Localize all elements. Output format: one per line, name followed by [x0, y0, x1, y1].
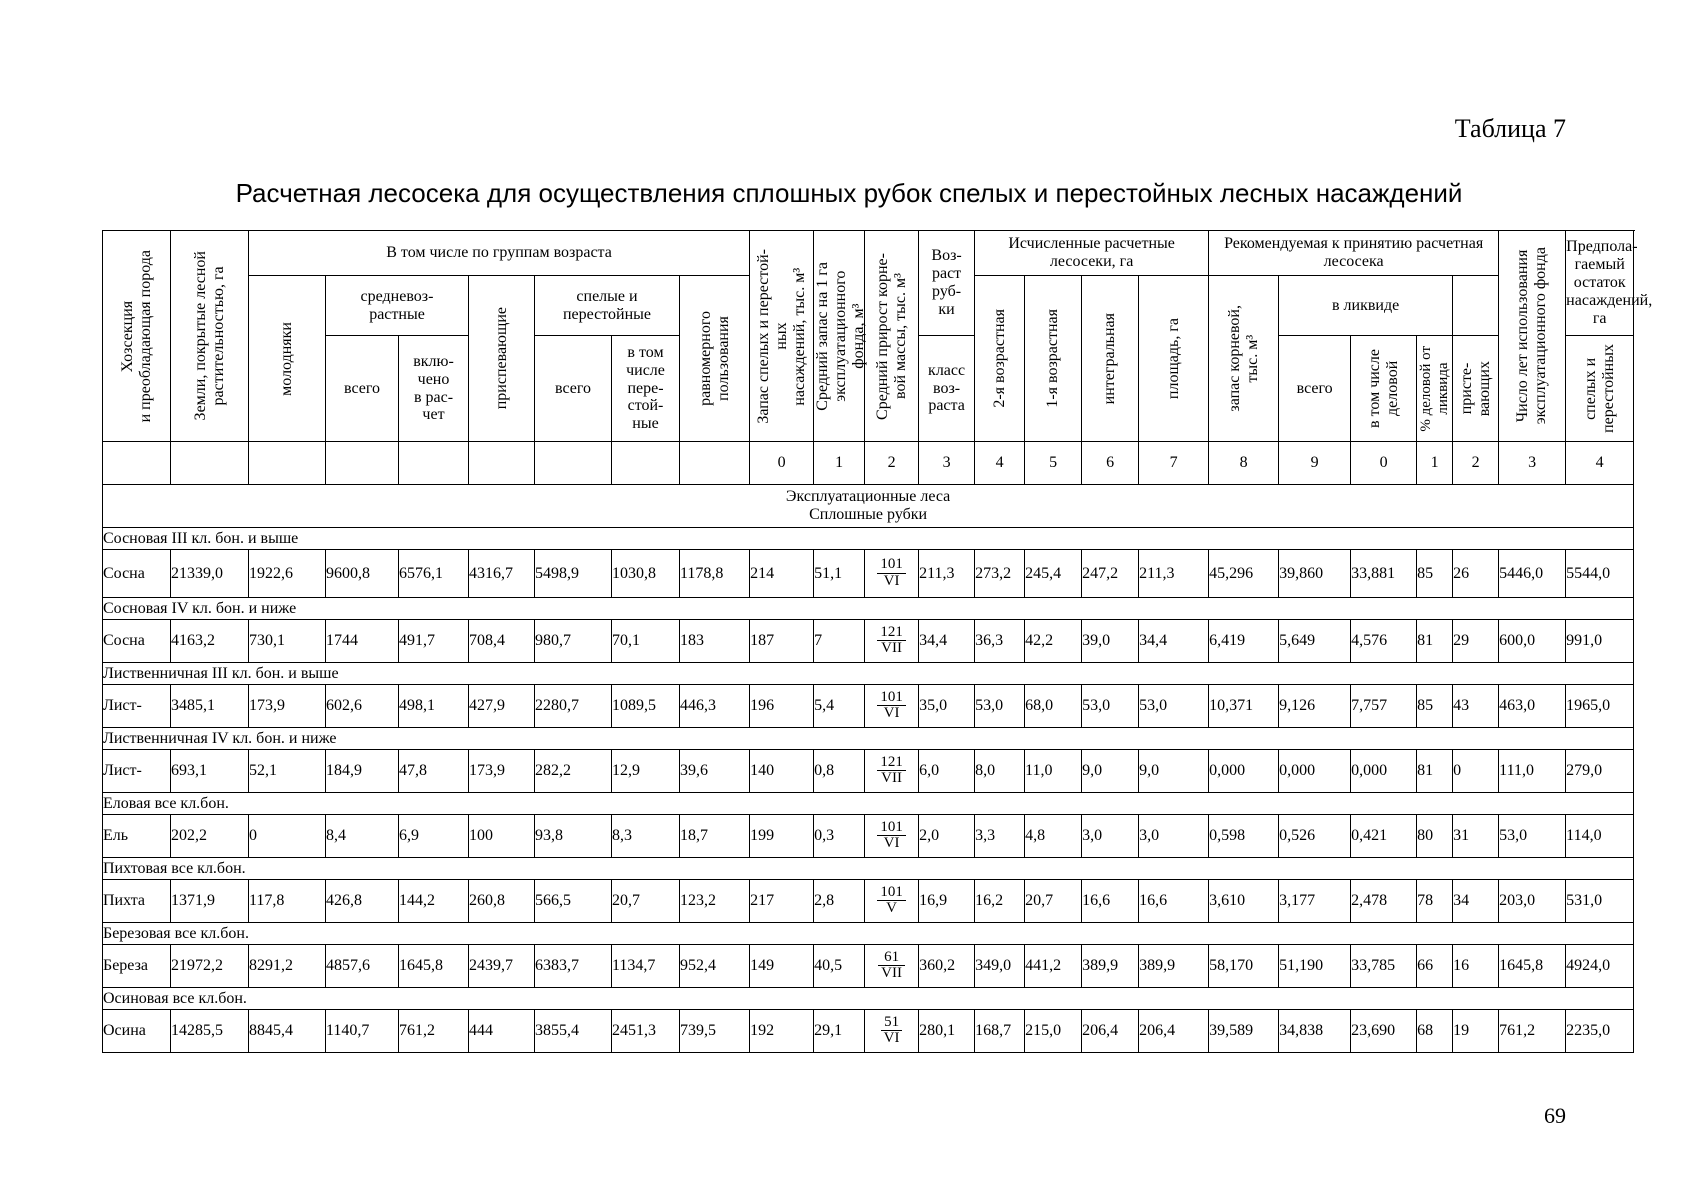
column-number: 5 [1025, 442, 1082, 485]
table-cell: 8845,4 [249, 1010, 326, 1053]
table-cell: 5,4 [814, 685, 865, 728]
table-cell: 739,5 [680, 1010, 750, 1053]
table-cell: 446,3 [680, 685, 750, 728]
table-cell: 531,0 [1566, 880, 1634, 923]
table-cell: 70,1 [612, 620, 680, 663]
age-class-value: VII [881, 770, 902, 787]
table-cell: 21972,2 [171, 945, 249, 988]
table-cell: 34,838 [1279, 1010, 1351, 1053]
table-cell: 247,2 [1082, 550, 1139, 598]
table-cell: 39,860 [1279, 550, 1351, 598]
column-number: 6 [1082, 442, 1139, 485]
table-cell: 0,3 [814, 815, 865, 858]
table-cell: 1922,6 [249, 550, 326, 598]
table-cell: 7 [814, 620, 865, 663]
age-fraction [881, 1015, 903, 1048]
table-cell: 4316,7 [469, 550, 535, 598]
column-number: 4 [1566, 442, 1634, 485]
table-cell: 3855,4 [535, 1010, 612, 1053]
table-cell: 33,785 [1351, 945, 1417, 988]
table-cell: 1140,7 [326, 1010, 399, 1053]
table-cell: 114,0 [1566, 815, 1634, 858]
group-title-row [103, 858, 1634, 880]
cut-age-value: 101 [877, 557, 906, 574]
table-cell: 1134,7 [612, 945, 680, 988]
table-cell: 117,8 [249, 880, 326, 923]
table-cell: 144,2 [399, 880, 469, 923]
header-age-class: класс воз- раста [919, 336, 975, 442]
table-row [103, 1010, 1634, 1053]
table-cell: 81 [1417, 620, 1453, 663]
table-cell: 11,0 [1025, 750, 1082, 793]
table-cell: 18,7 [680, 815, 750, 858]
cut-age-value: 51 [881, 1015, 903, 1032]
cut-age-cell [865, 685, 919, 728]
table-cell: 16,6 [1139, 880, 1209, 923]
table-cell: 149 [750, 945, 814, 988]
table-cell: 20,7 [612, 880, 680, 923]
table-cell: 282,2 [535, 750, 612, 793]
header-integral: интегральная [1082, 276, 1139, 442]
table-cell: 66 [1417, 945, 1453, 988]
header-remainder: Предпола- гаемый остаток насаждений, га [1566, 231, 1634, 336]
table-cell: 196 [750, 685, 814, 728]
column-number: 3 [1499, 442, 1566, 485]
group-title: Лиственничная III кл. бон. и выше [103, 663, 1634, 685]
age-fraction [877, 755, 906, 788]
species-cell: Лист- [103, 685, 171, 728]
group-title: Березовая все кл.бон. [103, 923, 1634, 945]
table-cell: 444 [469, 1010, 535, 1053]
table-cell: 441,2 [1025, 945, 1082, 988]
header-mature: спелые и перестойные [535, 276, 680, 336]
column-number: 3 [919, 442, 975, 485]
table-cell: 1645,8 [399, 945, 469, 988]
table-cell: 3485,1 [171, 685, 249, 728]
table-cell: 426,8 [326, 880, 399, 923]
column-number: 1 [814, 442, 865, 485]
table-cell: 5498,9 [535, 550, 612, 598]
header-maturing: приспевающие [469, 276, 535, 442]
column-numbers-row [103, 442, 1634, 485]
table-cell: 1371,9 [171, 880, 249, 923]
species-cell: Пихта [103, 880, 171, 923]
table-cell: 53,0 [975, 685, 1025, 728]
table-cell: 19 [1453, 1010, 1499, 1053]
table-cell: 12,9 [612, 750, 680, 793]
header-avg-growth: Средний прирост корне- вой массы, тыс. м³ [865, 231, 919, 442]
table-cell: 498,1 [399, 685, 469, 728]
header-mature-total: всего [535, 336, 612, 442]
table-cell: 1744 [326, 620, 399, 663]
table-cell: 730,1 [249, 620, 326, 663]
table-cell: 6,0 [919, 750, 975, 793]
table-cell: 6,9 [399, 815, 469, 858]
table-cell: 9,126 [1279, 685, 1351, 728]
header-liquid-business: в том числе деловой [1351, 336, 1417, 442]
table-cell: 40,5 [814, 945, 865, 988]
table-cell: 34,4 [919, 620, 975, 663]
age-class-value: VI [883, 1030, 900, 1047]
species-cell: Сосна [103, 550, 171, 598]
table-row [103, 685, 1634, 728]
table-row [103, 880, 1634, 923]
species-cell: Сосна [103, 620, 171, 663]
table-cell: 14285,5 [171, 1010, 249, 1053]
column-number: 1 [1417, 442, 1453, 485]
header-hozsection: Хозсекция и преобладающая порода [103, 231, 171, 442]
table-cell: 39,0 [1082, 620, 1139, 663]
table-cell: 2235,0 [1566, 1010, 1634, 1053]
table-cell: 39,589 [1209, 1010, 1279, 1053]
table-cell: 389,9 [1139, 945, 1209, 988]
table-cell: 2,8 [814, 880, 865, 923]
table-cell: 600,0 [1499, 620, 1566, 663]
table-cell: 8,4 [326, 815, 399, 858]
species-cell: Ель [103, 815, 171, 858]
group-title: Сосновая IV кл. бон. и ниже [103, 598, 1634, 620]
table-cell: 68 [1417, 1010, 1453, 1053]
table-cell: 761,2 [1499, 1010, 1566, 1053]
table-cell: 206,4 [1139, 1010, 1209, 1053]
table-cell: 52,1 [249, 750, 326, 793]
group-title: Сосновая III кл. бон. и выше [103, 528, 1634, 550]
table-cell: 16,6 [1082, 880, 1139, 923]
table-cell: 29 [1453, 620, 1499, 663]
table-cell: 16 [1453, 945, 1499, 988]
section-title: Эксплуатационные леса Сплошные рубки [103, 485, 1634, 528]
table-cell: 463,0 [1499, 685, 1566, 728]
group-title-row [103, 598, 1634, 620]
table-cell: 173,9 [469, 750, 535, 793]
group-title-row [103, 923, 1634, 945]
cut-age-cell [865, 815, 919, 858]
table-cell: 43 [1453, 685, 1499, 728]
header-second-age: 2-я возрастная [975, 276, 1025, 442]
group-title: Пихтовая все кл.бон. [103, 858, 1634, 880]
table-cell: 9,0 [1139, 750, 1209, 793]
header-even: равномерного пользования [680, 276, 750, 442]
cut-age-value: 121 [877, 755, 906, 772]
table-cell: 215,0 [1025, 1010, 1082, 1053]
age-fraction [877, 557, 906, 590]
cut-age-value: 61 [878, 950, 905, 967]
table-cell: 39,6 [680, 750, 750, 793]
page-number: 69 [1544, 1103, 1566, 1128]
header-first-age: 1-я возрастная [1025, 276, 1082, 442]
header-recommended: Рекомендуемая к принятию расчетная лесосека [1209, 231, 1499, 276]
table-cell: 0,598 [1209, 815, 1279, 858]
table-cell: 9,0 [1082, 750, 1139, 793]
table-cell: 51,1 [814, 550, 865, 598]
age-class-value: V [886, 900, 897, 917]
table-row [103, 945, 1634, 988]
table-cell: 10,371 [1209, 685, 1279, 728]
table-cell: 33,881 [1351, 550, 1417, 598]
table-label: Таблица 7 [1454, 114, 1566, 143]
table-cell: 2439,7 [469, 945, 535, 988]
table-cell: 187 [750, 620, 814, 663]
table-cell: 47,8 [399, 750, 469, 793]
table-cell: 1965,0 [1566, 685, 1634, 728]
header-liquid: в ликвиде [1279, 276, 1453, 336]
table-cell: 51,190 [1279, 945, 1351, 988]
column-number: 8 [1209, 442, 1279, 485]
table-cell: 5544,0 [1566, 550, 1634, 598]
table-cell: 2451,3 [612, 1010, 680, 1053]
table-cell: 214 [750, 550, 814, 598]
page-title: Расчетная лесосека для осуществления сплошных рубок спелых и перестойных лесных насаждений [235, 178, 1463, 208]
table-cell: 53,0 [1139, 685, 1209, 728]
table-cell: 4924,0 [1566, 945, 1634, 988]
column-number: 2 [865, 442, 919, 485]
table-cell: 0 [249, 815, 326, 858]
age-class-value: VI [883, 572, 900, 589]
age-fraction [877, 625, 906, 658]
column-number: 2 [1453, 442, 1499, 485]
table-cell: 5,649 [1279, 620, 1351, 663]
header-stock: Запас спелых и перестой- ных насаждений, тыс. м³ [750, 231, 814, 442]
table-cell: 123,2 [680, 880, 750, 923]
age-class-value: VII [881, 640, 902, 657]
cut-age-cell [865, 550, 919, 598]
table-cell: 3,0 [1082, 815, 1139, 858]
table-cell: 140 [750, 750, 814, 793]
table-cell: 349,0 [975, 945, 1025, 988]
table-cell: 952,4 [680, 945, 750, 988]
table-cell: 1089,5 [612, 685, 680, 728]
table-cell: 217 [750, 880, 814, 923]
table-cell: 78 [1417, 880, 1453, 923]
table-cell: 202,2 [171, 815, 249, 858]
table-cell: 211,3 [1139, 550, 1209, 598]
table-cell: 6,419 [1209, 620, 1279, 663]
table-cell: 68,0 [1025, 685, 1082, 728]
group-title: Еловая все кл.бон. [103, 793, 1634, 815]
group-title: Осиновая все кл.бон. [103, 988, 1634, 1010]
table-cell: 4,576 [1351, 620, 1417, 663]
header-liquid-total: всего [1279, 336, 1351, 442]
table-cell: 173,9 [249, 685, 326, 728]
header-middle: средневоз- растные [326, 276, 469, 336]
table-cell: 761,2 [399, 1010, 469, 1053]
species-cell: Лист- [103, 750, 171, 793]
header-mature-over: в том числе пере- стой- ные [612, 336, 680, 442]
species-cell: Осина [103, 1010, 171, 1053]
age-class-value: VII [881, 965, 902, 982]
cut-age-cell [865, 880, 919, 923]
table-cell: 991,0 [1566, 620, 1634, 663]
age-class-value: VI [883, 835, 900, 852]
cut-age-value: 101 [877, 885, 906, 902]
table-cell: 21339,0 [171, 550, 249, 598]
table-cell: 0 [1453, 750, 1499, 793]
age-class-value: VI [883, 705, 900, 722]
cut-age-cell [865, 620, 919, 663]
table-cell: 9600,8 [326, 550, 399, 598]
table-cell: 5446,0 [1499, 550, 1566, 598]
header-avg-stock: Средний запас на 1 га эксплуатационного фонда, м³ [814, 231, 865, 442]
table-cell: 211,3 [919, 550, 975, 598]
table-cell: 3,177 [1279, 880, 1351, 923]
group-title-row [103, 663, 1634, 685]
table-cell: 16,9 [919, 880, 975, 923]
header-liquid-pct: % деловой от ликвида [1417, 336, 1453, 442]
table-cell: 23,690 [1351, 1010, 1417, 1053]
table-cell: 0,000 [1279, 750, 1351, 793]
table-row [103, 550, 1634, 598]
header-years: Число лет использования эксплуатационного фонда [1499, 231, 1566, 442]
table-cell: 58,170 [1209, 945, 1279, 988]
table-cell: 693,1 [171, 750, 249, 793]
cutting-area-table [102, 230, 1653, 1053]
table-cell: 29,1 [814, 1010, 865, 1053]
table-cell: 4163,2 [171, 620, 249, 663]
cut-age-value: 101 [877, 690, 906, 707]
table-cell: 6383,7 [535, 945, 612, 988]
table-cell: 53,0 [1082, 685, 1139, 728]
table-cell: 34,4 [1139, 620, 1209, 663]
header-cut-age: Воз- раст руб- ки [919, 231, 975, 336]
header-rem-mature: спелых и перестойных [1566, 336, 1634, 442]
group-title: Лиственничная IV кл. бон. и ниже [103, 728, 1634, 750]
column-number: 4 [975, 442, 1025, 485]
table-cell: 85 [1417, 685, 1453, 728]
table-cell: 203,0 [1499, 880, 1566, 923]
table-cell: 1178,8 [680, 550, 750, 598]
group-title-row [103, 728, 1634, 750]
table-cell: 4857,6 [326, 945, 399, 988]
table-cell: 4,8 [1025, 815, 1082, 858]
table-cell: 245,4 [1025, 550, 1082, 598]
table-cell: 35,0 [919, 685, 975, 728]
column-number: 9 [1279, 442, 1351, 485]
column-number: 7 [1139, 442, 1209, 485]
age-fraction [877, 690, 906, 723]
table-cell: 1030,8 [612, 550, 680, 598]
header-computed: Исчисленные расчетные лесосеки, га [975, 231, 1209, 276]
table-cell: 3,610 [1209, 880, 1279, 923]
table-cell: 85 [1417, 550, 1453, 598]
table-cell: 26 [1453, 550, 1499, 598]
header-area: площадь, га [1139, 276, 1209, 442]
header-lands: Земли, покрытые лесной растительностью, га [171, 231, 249, 442]
table-cell: 280,1 [919, 1010, 975, 1053]
table-cell: 2,478 [1351, 880, 1417, 923]
table-cell: 602,6 [326, 685, 399, 728]
cut-age-cell [865, 945, 919, 988]
section-row [103, 485, 1634, 528]
table-cell: 81 [1417, 750, 1453, 793]
column-number: 0 [750, 442, 814, 485]
table-cell: 199 [750, 815, 814, 858]
age-fraction [877, 885, 906, 918]
species-cell: Береза [103, 945, 171, 988]
table-cell: 2,0 [919, 815, 975, 858]
table-cell: 7,757 [1351, 685, 1417, 728]
table-cell: 184,9 [326, 750, 399, 793]
table-cell: 3,0 [1139, 815, 1209, 858]
table-cell: 34 [1453, 880, 1499, 923]
cut-age-cell [865, 1010, 919, 1053]
header-rem-maturing: присте- вающих [1453, 336, 1499, 442]
table-cell: 0,421 [1351, 815, 1417, 858]
cut-age-cell [865, 750, 919, 793]
table-cell: 980,7 [535, 620, 612, 663]
table-cell: 192 [750, 1010, 814, 1053]
table-cell: 279,0 [1566, 750, 1634, 793]
table-cell: 491,7 [399, 620, 469, 663]
table-cell: 36,3 [975, 620, 1025, 663]
table-cell: 2280,7 [535, 685, 612, 728]
column-number: 0 [1351, 442, 1417, 485]
header-age-groups: В том числе по группам возраста [249, 231, 750, 276]
table-cell: 111,0 [1499, 750, 1566, 793]
table-cell: 360,2 [919, 945, 975, 988]
table-cell: 1645,8 [1499, 945, 1566, 988]
table-cell: 427,9 [469, 685, 535, 728]
table-row [103, 750, 1634, 793]
table-row [103, 815, 1634, 858]
table-cell: 0,526 [1279, 815, 1351, 858]
table-cell: 3,3 [975, 815, 1025, 858]
table-cell: 273,2 [975, 550, 1025, 598]
table-cell: 80 [1417, 815, 1453, 858]
table-cell: 31 [1453, 815, 1499, 858]
header-middle-incl: вклю- чено в рас- чет [399, 336, 469, 442]
table-cell: 0,8 [814, 750, 865, 793]
cut-age-value: 101 [877, 820, 906, 837]
age-fraction [878, 950, 905, 983]
table-cell: 8,3 [612, 815, 680, 858]
table-cell: 16,2 [975, 880, 1025, 923]
table-cell: 45,296 [1209, 550, 1279, 598]
table-cell: 566,5 [535, 880, 612, 923]
table-cell: 8291,2 [249, 945, 326, 988]
table-cell: 0,000 [1209, 750, 1279, 793]
table-cell: 93,8 [535, 815, 612, 858]
table-cell: 6576,1 [399, 550, 469, 598]
table-cell: 206,4 [1082, 1010, 1139, 1053]
table-cell: 183 [680, 620, 750, 663]
table-cell: 0,000 [1351, 750, 1417, 793]
header-young: молодняки [249, 276, 326, 442]
table-cell: 708,4 [469, 620, 535, 663]
table-cell: 389,9 [1082, 945, 1139, 988]
header-root-stock: запас корневой, тыс. м³ [1209, 276, 1279, 442]
table-cell: 8,0 [975, 750, 1025, 793]
cut-age-value: 121 [877, 625, 906, 642]
group-title-row [103, 988, 1634, 1010]
header-middle-total: всего [326, 336, 399, 442]
table-cell: 260,8 [469, 880, 535, 923]
table-cell: 20,7 [1025, 880, 1082, 923]
table-row [103, 620, 1634, 663]
table-cell: 53,0 [1499, 815, 1566, 858]
group-title-row [103, 528, 1634, 550]
age-fraction [877, 820, 906, 853]
table-cell: 100 [469, 815, 535, 858]
table-cell: 42,2 [1025, 620, 1082, 663]
table-cell: 168,7 [975, 1010, 1025, 1053]
group-title-row [103, 793, 1634, 815]
